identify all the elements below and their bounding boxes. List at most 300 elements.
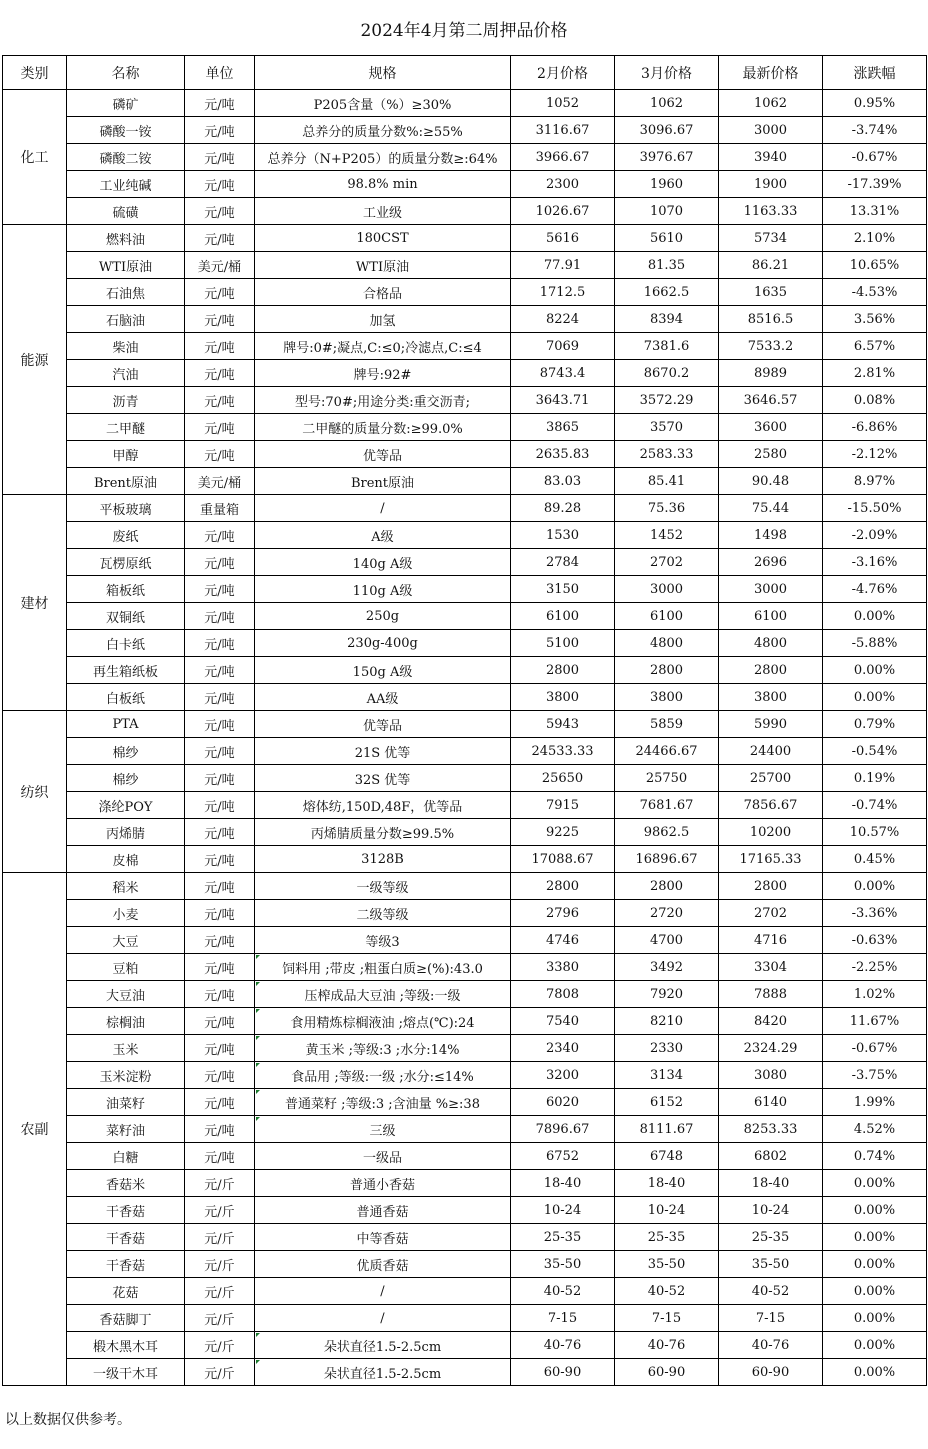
change-cell: -3.75%: [823, 1062, 927, 1089]
mar-price-cell: 7681.67: [615, 792, 719, 819]
change-cell: -4.53%: [823, 279, 927, 306]
feb-price-cell: 1530: [511, 522, 615, 549]
latest-price-cell: 1498: [719, 522, 823, 549]
item-name-cell: 硫磺: [67, 198, 185, 225]
header-spec: 规格: [255, 56, 511, 90]
mar-price-cell: 85.41: [615, 468, 719, 495]
item-name-cell: 大豆: [67, 927, 185, 954]
latest-price-cell: 2580: [719, 441, 823, 468]
mar-price-cell: 81.35: [615, 252, 719, 279]
latest-price-cell: 10-24: [719, 1197, 823, 1224]
mar-price-cell: 4700: [615, 927, 719, 954]
feb-price-cell: 6100: [511, 603, 615, 630]
table-row: [3, 1224, 927, 1251]
change-cell: 3.56%: [823, 306, 927, 333]
latest-price-cell: 2800: [719, 657, 823, 684]
feb-price-cell: 3200: [511, 1062, 615, 1089]
mar-price-cell: 3000: [615, 576, 719, 603]
item-name-cell: 平板玻璃: [67, 495, 185, 522]
table-row: [3, 846, 927, 873]
item-name-cell: 玉米: [67, 1035, 185, 1062]
spec-cell: 熔体纺,150D,48F，优等品: [255, 792, 511, 819]
unit-cell: 元/吨: [185, 360, 255, 387]
unit-cell: 元/吨: [185, 549, 255, 576]
feb-price-cell: 2635.83: [511, 441, 615, 468]
unit-cell: 元/斤: [185, 1251, 255, 1278]
feb-price-cell: 2340: [511, 1035, 615, 1062]
unit-cell: 元/吨: [185, 441, 255, 468]
table-row: [3, 1278, 927, 1305]
table-row: [3, 360, 927, 387]
change-cell: 10.65%: [823, 252, 927, 279]
change-cell: 6.57%: [823, 333, 927, 360]
unit-cell: 元/吨: [185, 90, 255, 117]
feb-price-cell: 9225: [511, 819, 615, 846]
mar-price-cell: 5859: [615, 711, 719, 738]
mar-price-cell: 2720: [615, 900, 719, 927]
latest-price-cell: 7856.67: [719, 792, 823, 819]
latest-price-cell: 40-76: [719, 1332, 823, 1359]
spec-cell: 丙烯腈质量分数≥99.5%: [255, 819, 511, 846]
feb-price-cell: 7069: [511, 333, 615, 360]
spec-cell: Brent原油: [255, 468, 511, 495]
spec-cell: 一级等级: [255, 873, 511, 900]
mar-price-cell: 3800: [615, 684, 719, 711]
feb-price-cell: 5943: [511, 711, 615, 738]
mar-price-cell: 8394: [615, 306, 719, 333]
change-cell: -6.86%: [823, 414, 927, 441]
spec-cell: 32S 优等: [255, 765, 511, 792]
spec-cell: 牌号:0#;凝点,C:≤0;冷滤点,C:≤4: [255, 333, 511, 360]
latest-price-cell: 10200: [719, 819, 823, 846]
unit-cell: 美元/桶: [185, 252, 255, 279]
sheet-title: 2024年4月第二周押品价格: [360, 21, 568, 41]
mar-price-cell: 1062: [615, 90, 719, 117]
mar-price-cell: 40-52: [615, 1278, 719, 1305]
feb-price-cell: 3643.71: [511, 387, 615, 414]
unit-cell: 元/吨: [185, 873, 255, 900]
spec-cell: 工业级: [255, 198, 511, 225]
feb-price-cell: 18-40: [511, 1170, 615, 1197]
item-name-cell: 再生箱纸板: [67, 657, 185, 684]
item-name-cell: 涤纶POY: [67, 792, 185, 819]
feb-price-cell: 40-76: [511, 1332, 615, 1359]
unit-cell: 元/吨: [185, 522, 255, 549]
feb-price-cell: 17088.67: [511, 846, 615, 873]
item-name-cell: 废纸: [67, 522, 185, 549]
table-row: [3, 1197, 927, 1224]
latest-price-cell: 7-15: [719, 1305, 823, 1332]
feb-price-cell: 35-50: [511, 1251, 615, 1278]
latest-price-cell: 35-50: [719, 1251, 823, 1278]
item-name-cell: 二甲醚: [67, 414, 185, 441]
spec-cell: 140g A级: [255, 549, 511, 576]
feb-price-cell: 60-90: [511, 1359, 615, 1386]
latest-price-cell: 25700: [719, 765, 823, 792]
feb-price-cell: 2800: [511, 873, 615, 900]
latest-price-cell: 1900: [719, 171, 823, 198]
change-cell: 10.57%: [823, 819, 927, 846]
change-cell: 0.45%: [823, 846, 927, 873]
unit-cell: 元/吨: [185, 981, 255, 1008]
change-cell: 1.02%: [823, 981, 927, 1008]
change-cell: 0.00%: [823, 1224, 927, 1251]
change-cell: 0.08%: [823, 387, 927, 414]
mar-price-cell: 8111.67: [615, 1116, 719, 1143]
unit-cell: 元/斤: [185, 1359, 255, 1386]
feb-price-cell: 10-24: [511, 1197, 615, 1224]
table-body: [3, 90, 927, 1386]
unit-cell: 元/吨: [185, 1008, 255, 1035]
feb-price-cell: 25-35: [511, 1224, 615, 1251]
table-row: [3, 603, 927, 630]
change-cell: 0.00%: [823, 684, 927, 711]
change-cell: 0.19%: [823, 765, 927, 792]
spec-cell: 饲料用 ;带皮 ;粗蛋白质≥(%):43.0: [255, 954, 511, 981]
feb-price-cell: 40-52: [511, 1278, 615, 1305]
mar-price-cell: 60-90: [615, 1359, 719, 1386]
latest-price-cell: 1635: [719, 279, 823, 306]
spec-cell: /: [255, 1278, 511, 1305]
item-name-cell: 皮棉: [67, 846, 185, 873]
feb-price-cell: 6020: [511, 1089, 615, 1116]
change-cell: -15.50%: [823, 495, 927, 522]
table-row: [3, 225, 927, 252]
feb-price-cell: 2800: [511, 657, 615, 684]
latest-price-cell: 24400: [719, 738, 823, 765]
spec-cell: 250g: [255, 603, 511, 630]
change-cell: -3.16%: [823, 549, 927, 576]
item-name-cell: 干香菇: [67, 1251, 185, 1278]
unit-cell: 元/吨: [185, 954, 255, 981]
table-row: [3, 576, 927, 603]
feb-price-cell: 7-15: [511, 1305, 615, 1332]
header-feb-price: 2月价格: [511, 56, 615, 90]
unit-cell: 元/吨: [185, 117, 255, 144]
latest-price-cell: 3080: [719, 1062, 823, 1089]
table-row: [3, 1089, 927, 1116]
item-name-cell: 白卡纸: [67, 630, 185, 657]
table-row: [3, 549, 927, 576]
unit-cell: 元/斤: [185, 1332, 255, 1359]
item-name-cell: 菜籽油: [67, 1116, 185, 1143]
item-name-cell: 汽油: [67, 360, 185, 387]
unit-cell: 元/吨: [185, 144, 255, 171]
change-cell: -0.74%: [823, 792, 927, 819]
spec-cell: 牌号:92#: [255, 360, 511, 387]
unit-cell: 元/吨: [185, 792, 255, 819]
table-row: [3, 711, 927, 738]
latest-price-cell: 25-35: [719, 1224, 823, 1251]
change-cell: -2.09%: [823, 522, 927, 549]
latest-price-cell: 18-40: [719, 1170, 823, 1197]
mar-price-cell: 2583.33: [615, 441, 719, 468]
change-cell: 1.99%: [823, 1089, 927, 1116]
header-latest-price: 最新价格: [719, 56, 823, 90]
latest-price-cell: 5990: [719, 711, 823, 738]
header-unit: 单位: [185, 56, 255, 90]
mar-price-cell: 18-40: [615, 1170, 719, 1197]
unit-cell: 元/吨: [185, 306, 255, 333]
table-row: [3, 792, 927, 819]
unit-cell: 元/斤: [185, 1224, 255, 1251]
table-row: [3, 1143, 927, 1170]
unit-cell: 元/吨: [185, 279, 255, 306]
latest-price-cell: 3000: [719, 117, 823, 144]
table-row: [3, 1251, 927, 1278]
category-cell: 能源: [3, 225, 67, 495]
spec-cell: 二级等级: [255, 900, 511, 927]
latest-price-cell: 2696: [719, 549, 823, 576]
mar-price-cell: 40-76: [615, 1332, 719, 1359]
item-name-cell: 小麦: [67, 900, 185, 927]
table-row: [3, 495, 927, 522]
item-name-cell: 丙烯腈: [67, 819, 185, 846]
change-cell: 2.81%: [823, 360, 927, 387]
item-name-cell: 磷矿: [67, 90, 185, 117]
category-cell: 建材: [3, 495, 67, 711]
mar-price-cell: 3134: [615, 1062, 719, 1089]
unit-cell: 重量箱: [185, 495, 255, 522]
mar-price-cell: 5610: [615, 225, 719, 252]
item-name-cell: 石脑油: [67, 306, 185, 333]
latest-price-cell: 3600: [719, 414, 823, 441]
category-cell: 农副: [3, 873, 67, 1386]
table-row: [3, 414, 927, 441]
feb-price-cell: 3865: [511, 414, 615, 441]
unit-cell: 元/吨: [185, 738, 255, 765]
unit-cell: 元/吨: [185, 1035, 255, 1062]
item-name-cell: 稻米: [67, 873, 185, 900]
change-cell: 11.67%: [823, 1008, 927, 1035]
mar-price-cell: 25750: [615, 765, 719, 792]
spec-cell: 二甲醚的质量分数:≥99.0%: [255, 414, 511, 441]
item-name-cell: 瓦楞原纸: [67, 549, 185, 576]
change-cell: 4.52%: [823, 1116, 927, 1143]
mar-price-cell: 1662.5: [615, 279, 719, 306]
item-name-cell: 棉纱: [67, 738, 185, 765]
spec-cell: 3128B: [255, 846, 511, 873]
unit-cell: 元/吨: [185, 819, 255, 846]
spec-cell: 总养分（N+P205）的质量分数≥:64%: [255, 144, 511, 171]
mar-price-cell: 6748: [615, 1143, 719, 1170]
table-row: [3, 819, 927, 846]
unit-cell: 元/吨: [185, 846, 255, 873]
spec-cell: 加氢: [255, 306, 511, 333]
spec-cell: 食用精炼棕榈液油 ;熔点(℃):24: [255, 1008, 511, 1035]
latest-price-cell: 4800: [719, 630, 823, 657]
spec-cell: 总养分的质量分数%:≥55%: [255, 117, 511, 144]
feb-price-cell: 4746: [511, 927, 615, 954]
spec-cell: 三级: [255, 1116, 511, 1143]
change-cell: -2.25%: [823, 954, 927, 981]
feb-price-cell: 7915: [511, 792, 615, 819]
spec-cell: 普通香菇: [255, 1197, 511, 1224]
item-name-cell: 玉米淀粉: [67, 1062, 185, 1089]
feb-price-cell: 3380: [511, 954, 615, 981]
unit-cell: 元/吨: [185, 414, 255, 441]
feb-price-cell: 2300: [511, 171, 615, 198]
unit-cell: 元/吨: [185, 225, 255, 252]
spec-cell: 食品用 ;等级:一级 ;水分:≤14%: [255, 1062, 511, 1089]
unit-cell: 元/吨: [185, 1116, 255, 1143]
mar-price-cell: 2800: [615, 873, 719, 900]
unit-cell: 元/吨: [185, 765, 255, 792]
table-row: [3, 90, 927, 117]
change-cell: -5.88%: [823, 630, 927, 657]
spec-cell: 普通菜籽 ;等级:3 ;含油量 %≥:38: [255, 1089, 511, 1116]
change-cell: 0.79%: [823, 711, 927, 738]
table-row: [3, 441, 927, 468]
item-name-cell: 豆粕: [67, 954, 185, 981]
latest-price-cell: 6140: [719, 1089, 823, 1116]
item-name-cell: 甲醇: [67, 441, 185, 468]
item-name-cell: 白板纸: [67, 684, 185, 711]
unit-cell: 元/吨: [185, 684, 255, 711]
latest-price-cell: 90.48: [719, 468, 823, 495]
spec-cell: 21S 优等: [255, 738, 511, 765]
feb-price-cell: 7540: [511, 1008, 615, 1035]
latest-price-cell: 1163.33: [719, 198, 823, 225]
unit-cell: 元/吨: [185, 1143, 255, 1170]
unit-cell: 元/吨: [185, 1089, 255, 1116]
feb-price-cell: 5100: [511, 630, 615, 657]
latest-price-cell: 6100: [719, 603, 823, 630]
feb-price-cell: 3800: [511, 684, 615, 711]
change-cell: 0.00%: [823, 1251, 927, 1278]
mar-price-cell: 3096.67: [615, 117, 719, 144]
header-change: 涨跌幅: [823, 56, 927, 90]
spec-cell: P205含量（%）≥30%: [255, 90, 511, 117]
table-row: [3, 1035, 927, 1062]
unit-cell: 美元/桶: [185, 468, 255, 495]
latest-price-cell: 40-52: [719, 1278, 823, 1305]
unit-cell: 元/斤: [185, 1197, 255, 1224]
change-cell: 0.74%: [823, 1143, 927, 1170]
latest-price-cell: 2702: [719, 900, 823, 927]
latest-price-cell: 7533.2: [719, 333, 823, 360]
unit-cell: 元/吨: [185, 900, 255, 927]
table-row: [3, 333, 927, 360]
latest-price-cell: 2324.29: [719, 1035, 823, 1062]
feb-price-cell: 5616: [511, 225, 615, 252]
feb-price-cell: 8224: [511, 306, 615, 333]
mar-price-cell: 1070: [615, 198, 719, 225]
unit-cell: 元/斤: [185, 1305, 255, 1332]
table-row: [3, 468, 927, 495]
mar-price-cell: 75.36: [615, 495, 719, 522]
table-row: [3, 306, 927, 333]
feb-price-cell: 24533.33: [511, 738, 615, 765]
item-name-cell: 白糖: [67, 1143, 185, 1170]
table-row: [3, 171, 927, 198]
mar-price-cell: 6100: [615, 603, 719, 630]
item-name-cell: 箱板纸: [67, 576, 185, 603]
unit-cell: 元/斤: [185, 1170, 255, 1197]
feb-price-cell: 1712.5: [511, 279, 615, 306]
change-cell: 0.00%: [823, 603, 927, 630]
item-name-cell: 干香菇: [67, 1224, 185, 1251]
mar-price-cell: 35-50: [615, 1251, 719, 1278]
table-row: [3, 657, 927, 684]
feb-price-cell: 3116.67: [511, 117, 615, 144]
latest-price-cell: 3646.57: [719, 387, 823, 414]
table-row: [3, 927, 927, 954]
unit-cell: 元/吨: [185, 657, 255, 684]
spec-cell: 优质香菇: [255, 1251, 511, 1278]
feb-price-cell: 3966.67: [511, 144, 615, 171]
table-row: [3, 1116, 927, 1143]
spec-cell: 朵状直径1.5-2.5cm: [255, 1332, 511, 1359]
latest-price-cell: 3000: [719, 576, 823, 603]
spec-cell: 压榨成品大豆油 ;等级:一级: [255, 981, 511, 1008]
mar-price-cell: 8210: [615, 1008, 719, 1035]
feb-price-cell: 6752: [511, 1143, 615, 1170]
feb-price-cell: 77.91: [511, 252, 615, 279]
change-cell: 13.31%: [823, 198, 927, 225]
item-name-cell: 磷酸二铵: [67, 144, 185, 171]
change-cell: 0.00%: [823, 1332, 927, 1359]
table-row: [3, 900, 927, 927]
mar-price-cell: 2702: [615, 549, 719, 576]
header-row: [3, 56, 927, 90]
feb-price-cell: 8743.4: [511, 360, 615, 387]
mar-price-cell: 16896.67: [615, 846, 719, 873]
unit-cell: 元/吨: [185, 711, 255, 738]
mar-price-cell: 6152: [615, 1089, 719, 1116]
spec-cell: 合格品: [255, 279, 511, 306]
item-name-cell: Brent原油: [67, 468, 185, 495]
change-cell: 2.10%: [823, 225, 927, 252]
latest-price-cell: 17165.33: [719, 846, 823, 873]
latest-price-cell: 86.21: [719, 252, 823, 279]
spec-cell: /: [255, 495, 511, 522]
mar-price-cell: 7920: [615, 981, 719, 1008]
spec-cell: 110g A级: [255, 576, 511, 603]
feb-price-cell: 2796: [511, 900, 615, 927]
table-row: [3, 252, 927, 279]
category-cell: 纺织: [3, 711, 67, 873]
table-row: [3, 954, 927, 981]
header-mar-price: 3月价格: [615, 56, 719, 90]
item-name-cell: 大豆油: [67, 981, 185, 1008]
item-name-cell: 椴木黑木耳: [67, 1332, 185, 1359]
feb-price-cell: 1026.67: [511, 198, 615, 225]
table-row: [3, 765, 927, 792]
latest-price-cell: 8516.5: [719, 306, 823, 333]
latest-price-cell: 8420: [719, 1008, 823, 1035]
mar-price-cell: 2330: [615, 1035, 719, 1062]
table-row: [3, 1008, 927, 1035]
mar-price-cell: 7381.6: [615, 333, 719, 360]
spec-cell: AA级: [255, 684, 511, 711]
latest-price-cell: 4716: [719, 927, 823, 954]
item-name-cell: PTA: [67, 711, 185, 738]
latest-price-cell: 75.44: [719, 495, 823, 522]
table-row: [3, 1359, 927, 1386]
change-cell: 0.00%: [823, 1170, 927, 1197]
latest-price-cell: 8253.33: [719, 1116, 823, 1143]
mar-price-cell: 1452: [615, 522, 719, 549]
item-name-cell: 香菇脚丁: [67, 1305, 185, 1332]
unit-cell: 元/吨: [185, 171, 255, 198]
header-category: 类别: [3, 56, 67, 90]
table-row: [3, 279, 927, 306]
spec-cell: 优等品: [255, 441, 511, 468]
header-name: 名称: [67, 56, 185, 90]
mar-price-cell: 10-24: [615, 1197, 719, 1224]
item-name-cell: 柴油: [67, 333, 185, 360]
